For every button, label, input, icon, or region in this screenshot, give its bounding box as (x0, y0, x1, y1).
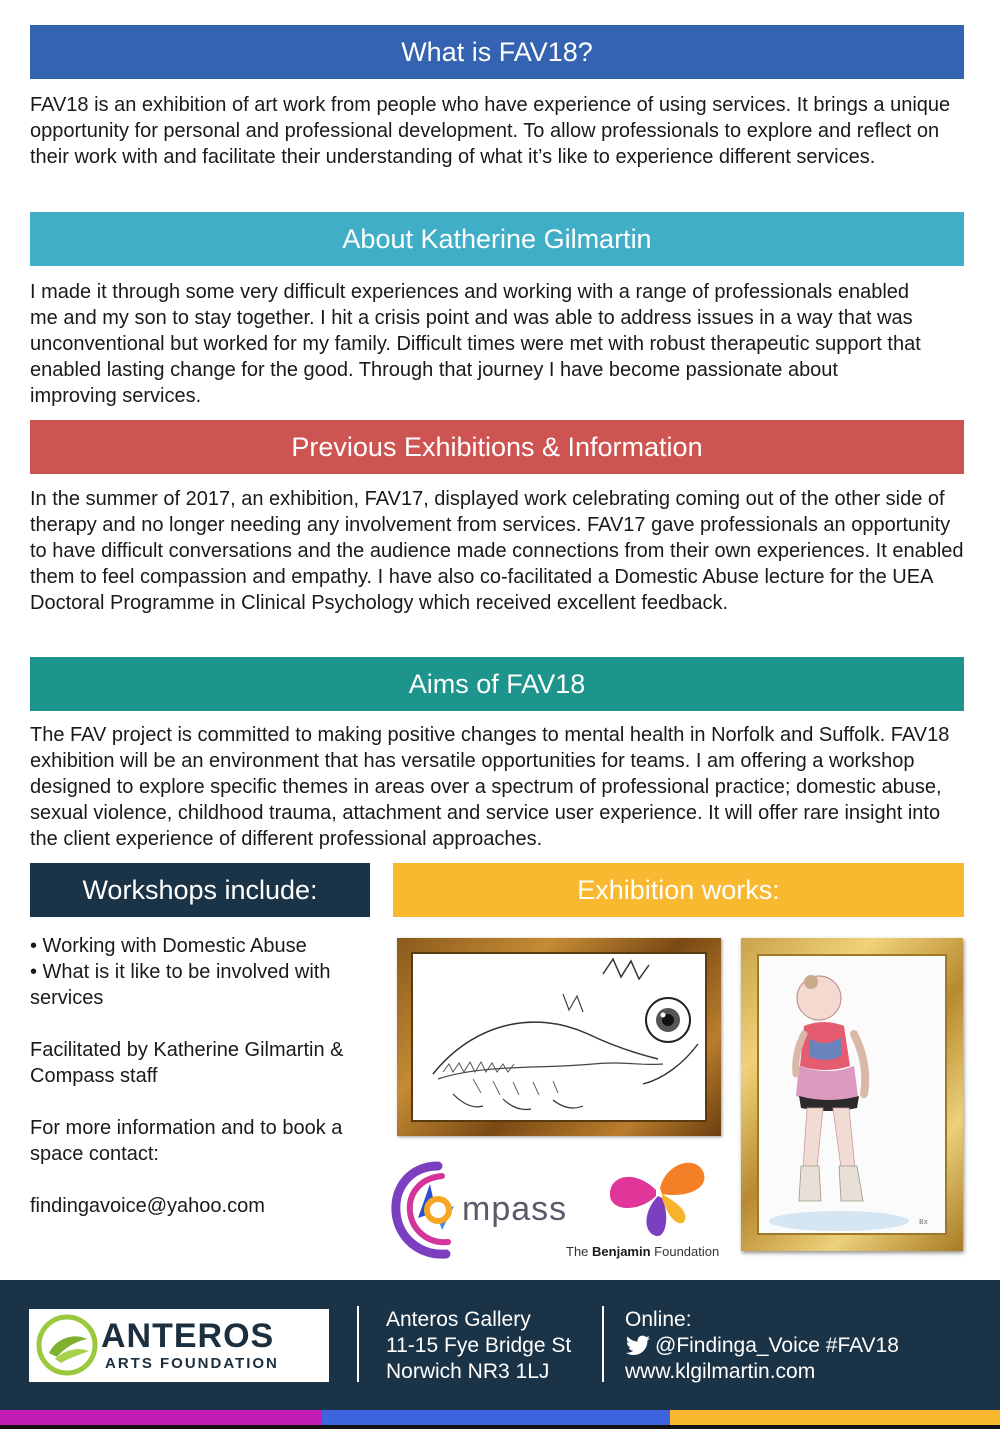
heading-about-katherine: About Katherine Gilmartin (30, 212, 964, 266)
bottom-edge (0, 1425, 1000, 1429)
footer (0, 1280, 1000, 1410)
twitter-handle-row[interactable] (625, 1333, 899, 1359)
heading-workshops: Workshops include: (30, 863, 370, 917)
fish-sketch-image (413, 954, 705, 1120)
color-stripe-blue (322, 1410, 670, 1425)
artwork-child-painting (741, 938, 963, 1251)
anteros-logo (29, 1309, 329, 1382)
facilitated-text: Facilitated by Katherine Gilmartin & Compass staff (30, 1039, 344, 1087)
twitter-bird-icon (625, 1335, 651, 1357)
website-link[interactable]: www.klgilmartin.com (625, 1360, 816, 1383)
heading-previous-exhibitions: Previous Exhibitions & Information (30, 420, 964, 474)
heading-aims: Aims of FAV18 (30, 657, 964, 711)
compass-wordmark: mpass (462, 1190, 568, 1228)
anteros-subtitle: ARTS FOUNDATION (105, 1355, 279, 1372)
svg-text:Bx: Bx (919, 1218, 928, 1226)
child-painting-image (759, 956, 945, 1233)
workshops-panel (30, 933, 375, 1219)
workshop-item: • Working with Domestic Abuse (30, 935, 307, 957)
butterfly-icon (604, 1150, 714, 1240)
color-stripe-magenta (0, 1410, 322, 1425)
heading-what-is-fav18: What is FAV18? (30, 25, 964, 79)
address-line: Norwich NR3 1LJ (386, 1360, 550, 1383)
footer-divider (357, 1306, 359, 1382)
benjamin-foundation-caption: The Benjamin Foundation (566, 1244, 720, 1259)
contact-email[interactable]: findingavoice@yahoo.com (30, 1195, 265, 1217)
address-line: Anteros Gallery (386, 1308, 531, 1331)
what-is-fav18-text: FAV18 is an exhibition of art work from people who have experience of using services. It brings a unique opportunity for personal and professional development. To allow professionals to explore and reflect on their work with and facilitate their understanding of what it’s like to experience different services. (30, 94, 951, 168)
footer-divider (602, 1306, 604, 1382)
footer-address (386, 1307, 571, 1385)
artwork-fish-drawing (397, 938, 721, 1136)
more-info-text: For more information and to book a space contact: (30, 1117, 343, 1165)
twitter-handle[interactable]: @Findinga_Voice #FAV18 (655, 1334, 899, 1357)
previous-exhibitions-text: In the summer of 2017, an exhibition, FAV17, displayed work celebrating coming out of the other side of therapy and no longer needing any involvement from services. FAV17 gave professionals an opportunity to have difficult conversations and the audience made connections from their own experiences. It enabled them to feel compassion and empathy. I have also co-facilitated a Domestic Abuse lecture for the UEA Doctoral Programme in Clinical Psychology which received excellent feedback. (30, 488, 964, 614)
benjamin-foundation-logo (566, 1150, 736, 1262)
workshop-item: • What is it like to be involved with services (30, 961, 331, 1009)
anteros-name: ANTEROS (101, 1317, 275, 1355)
footer-online (625, 1307, 899, 1385)
heading-exhibition-works: Exhibition works: (393, 863, 964, 917)
aims-text: The FAV project is committed to making positive changes to mental health in Norfolk and Suffolk. FAV18 exhibition will be an environment that has versatile opportunities for teams. I am offering a workshop designed to explore specific themes in areas over a spectrum of professional practice; domestic abuse, sexual violence, childhood trauma, attachment and service user experience. It will offer rare insight into the client experience of different professional approaches. (30, 724, 950, 850)
color-stripe-yellow (670, 1410, 1000, 1425)
online-label: Online: (625, 1308, 692, 1331)
anteros-leaf-icon (35, 1313, 99, 1377)
compass-logo (390, 1158, 575, 1262)
address-line: 11-15 Fye Bridge St (386, 1334, 572, 1357)
about-katherine-text: I made it through some very difficult experiences and working with a range of professionals enabled me and my son to stay together. I hit a crisis point and was able to address issues in a way that was unconventional but worked for my family. Difficult times were met with robust therapeutic support that enabled lasting change for the good. Through that journey I have become passionate about improving services. (30, 281, 921, 407)
